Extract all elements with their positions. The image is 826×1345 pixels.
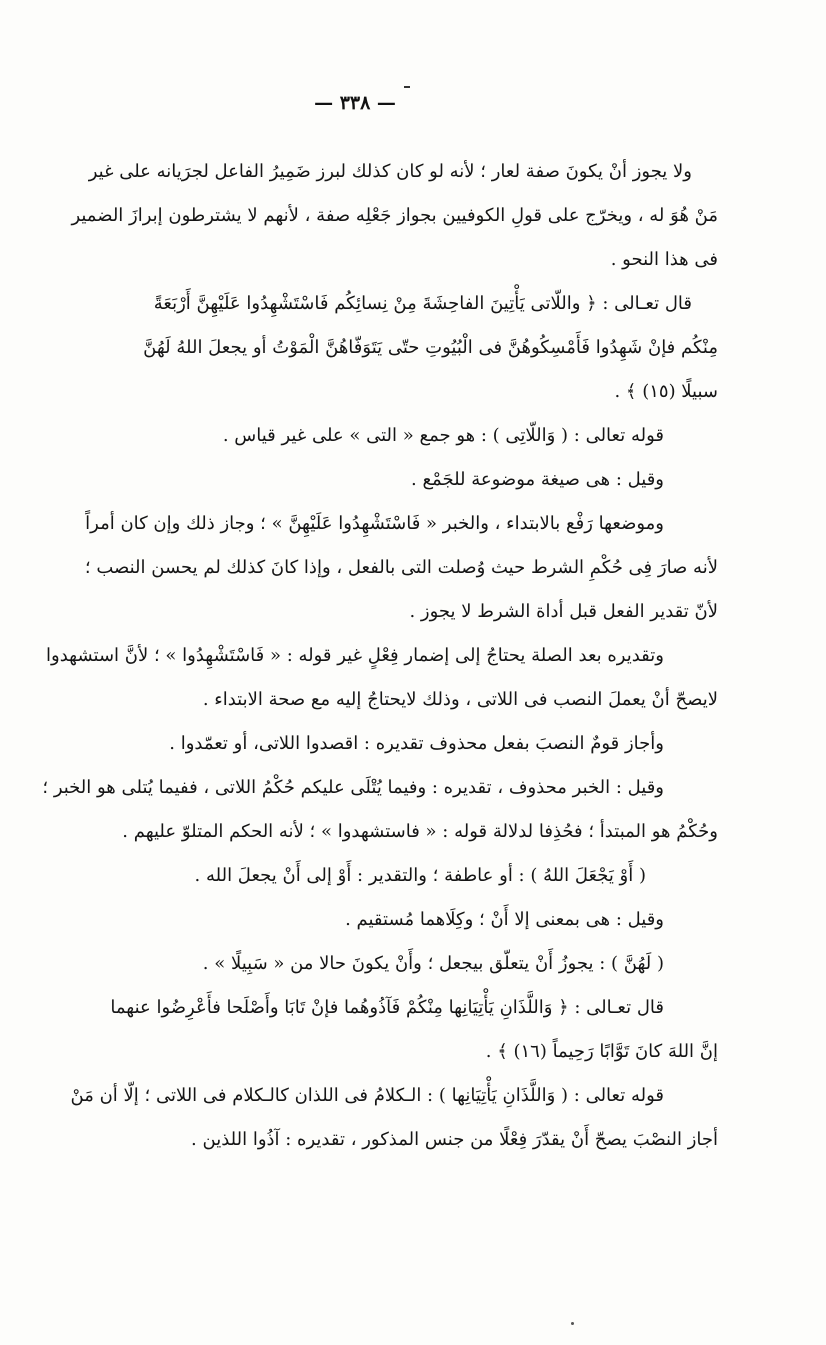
text-line: وأجاز قومٌ النصبَ بفعل محذوف تقديره : اقصدوا اللاتى، أو تعمّدوا . [169, 733, 664, 754]
page-number: — ٣٣٨ — [314, 92, 396, 114]
text-line: مِنْكُم فإنْ شَهِدُوا فَأَمْسِكُوهُنَّ فى الْبُيُوتِ حتّى يَتَوَفّاهُنَّ الْمَوْتُ أو يجعلَ اللهُ لَهُنَّ [143, 337, 718, 358]
text-line: وحُكْمُ هو المبتدأ ؛ فحُذِفا لدلالة قوله : « فاستشهدوا » ؛ لأنه الحكم المتلوّ عليهم . [122, 821, 718, 842]
text-line: وقيل : هى بمعنى إلا أَنْ ؛ وكِلَاهما مُستقيم . [345, 909, 664, 930]
text-line: لايصحّ أنْ يعملَ النصب فى اللاتى ، وذلك لايحتاجُ إليه مع صحة الابتداء . [202, 689, 718, 710]
text-line: إنَّ اللهَ كانَ تَوَّابًا رَحِيماً (١٦) ﴾ . [485, 1041, 718, 1062]
text-line: ( لَهُنَّ ) : يجوزُ أَنْ يتعلّق بيجعل ؛ وأَنْ يكونَ حالا من « سَبِيلًا » . [202, 953, 664, 974]
scan-mark [404, 86, 410, 88]
text-line: مَنْ هُوَ له ، ويخرّج على قولِ الكوفيين بجواز جَعْلِه صفة ، لأنهم لا يشترطون إبرازَ الضمير [71, 205, 718, 226]
text-line: لأنه صارَ فِى حُكْمِ الشرط حيث وُصلت التى بالفعل ، وإذا كانَ كذلك لم يحسن النصب ؛ [84, 557, 718, 578]
text-line: قوله تعالى : ( وَاللَّذَانِ يَأْتِيَانِها ) : الـكلامُ فى اللذان كالـكلام فى اللاتى ؛ إلّا أن مَنْ [70, 1085, 664, 1106]
text-line: أجاز النصْبَ يصحّ أَنْ يقدّرَ فِعْلًا من جنس المذكور ، تقديره : آذُوا اللذين . [191, 1129, 718, 1150]
text-line: وموضعها رَفْع بالابتداء ، والخبر « فَاسْتَشْهِدُوا عَلَيْهِنَّ » ؛ وجاز ذلك وإن كان أمراً [85, 513, 664, 534]
text-line: قال تعـالى : ﴿ وَاللَّذَانِ يَأْتِيَانِها مِنْكُمْ فَآذُوهُما فإنْ تَابَا وأَصْلَحا فأَعْرِضُوا عنهما [110, 997, 664, 1018]
text-line: وقيل : هى صيغة موضوعة للجَمْع . [411, 469, 664, 490]
text-line: فى هذا النحو . [610, 249, 718, 270]
page-body-text [0, 150, 826, 1162]
scan-speck [571, 1322, 574, 1325]
text-line: وقيل : الخبر محذوف ، تقديره : وفيما يُتْلَى عليكم حُكْمُ اللاتى ، ففيما يُتلى هو الخبر ؛ [42, 777, 664, 798]
text-line: ولا يجوز أنْ يكونَ صفة لعار ؛ لأنه لو كان كذلك لبرز ضَمِيرُ الفاعل لجرَيانه على غير [88, 161, 692, 182]
text-line: قوله تعالى : ( وَاللّاتِى ) : هو جمع « التى » على غير قياس . [222, 425, 664, 446]
text-line: لأنّ تقدير الفعل قبل أداة الشرط لا يجوز . [409, 601, 718, 622]
text-line: قال تعـالى : ﴿ واللّاتى يَأْتِينَ الفاحِشَةَ مِنْ نِسائِكُم فَاسْتَشْهِدُوا عَلَيْهِنَّ أَرْبَعَةً [153, 293, 692, 314]
text-line: سبيلًا (١٥) ﴾ . [614, 381, 718, 402]
text-line: ( أَوْ يَجْعَلَ اللهُ ) : أو عاطفة ؛ والتقدير : أَوْ إلى أَنْ يجعلَ الله . [194, 865, 646, 886]
text-line: وتقديره بعد الصلة يحتاجُ إلى إضمار فِعْلٍ غير قوله : « فَاسْتَشْهِدُوا » ؛ لأنَّ استشهدوا [46, 645, 664, 666]
